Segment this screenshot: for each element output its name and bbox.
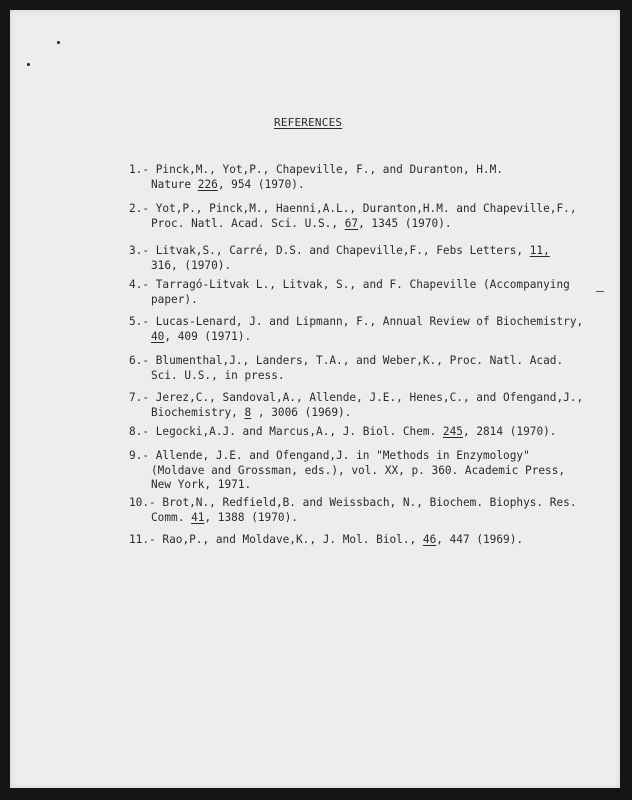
reference-number: 7.- [129,391,156,404]
speck-mark [27,63,30,66]
reference-first-line [129,278,570,293]
reference-number: 10.- [129,496,163,509]
document-page [10,10,620,788]
reference-text: New York, 1971. [151,478,252,491]
reference-text: paper). [151,292,198,306]
reference-text: , 409 (1971). [164,329,252,343]
volume-number: 46 [422,533,437,546]
reference-text: Blumenthal,J., Landers, T.A., and Weber,K., Proc. Natl. Acad. [155,354,564,367]
volume-number: 67 [344,216,359,230]
reference-number: 2.- [129,202,156,215]
reference-entry [129,533,523,548]
reference-number: 9.- [129,449,156,462]
reference-first-line [129,449,565,464]
reference-entry [129,425,556,440]
reference-text: Legocki,A.J. and Marcus,A., J. Biol. Chem. [155,425,443,438]
volume-number: 40 [151,329,165,343]
reference-text: , 447 (1969). [436,533,524,546]
reference-continuation-line [129,330,583,345]
reference-text: Nature [151,177,198,191]
reference-number: 8.- [129,425,156,438]
reference-continuation-line [129,511,577,526]
reference-continuation-line [129,293,570,308]
reference-text: , 2814 (1970). [462,425,557,438]
reference-text: Lucas-Lenard, J. and Lipmann, F., Annual Review of Biochemistry, [155,315,584,328]
reference-text: Biochemistry, [151,405,245,419]
reference-continuation-line [129,369,563,384]
reference-first-line [129,533,523,548]
reference-text: Litvak,S., Carré, D.S. and Chapeville,F., Febs Letters, [155,244,530,257]
reference-text: Tarragó-Litvak L., Litvak, S., and F. Chapeville (Accompanying [155,278,570,291]
reference-entry [129,244,550,273]
reference-first-line [129,391,583,406]
volume-number: 226 [197,177,218,191]
reference-first-line [129,425,556,440]
reference-text: Pinck,M., Yot,P., Chapeville, F., and Duranton, H.M. [155,163,504,176]
reference-text: , 3006 (1969). [251,405,352,419]
volume-number: 41 [191,510,205,524]
reference-text: Allende, J.E. and Ofengand,J. in "Methods in Enzymology" [155,449,530,462]
reference-continuation-line [129,217,577,232]
reference-text: , 1345 (1970). [358,216,452,230]
reference-first-line [129,354,563,369]
reference-text: Jerez,C., Sandoval,A., Allende, J.E., Henes,C., and Ofengand,J., [155,391,584,404]
margin-dash [596,291,604,292]
reference-first-line [129,244,550,259]
reference-number: 3.- [129,244,156,257]
reference-text: Sci. U.S., in press. [151,368,285,382]
reference-text: , 954 (1970). [217,177,305,191]
reference-entry [129,391,583,420]
references-heading: REFERENCES [274,116,343,129]
reference-entry [129,449,565,493]
reference-number: 1.- [129,163,156,176]
reference-text: , 1388 (1970). [204,510,298,524]
reference-first-line [129,315,583,330]
reference-continuation-line [129,406,583,421]
reference-text: (Moldave and Grossman, eds.), vol. XX, p. 360. Academic Press, [151,463,566,477]
reference-text: 316, (1970). [151,258,232,272]
reference-text: Yot,P., Pinck,M., Haenni,A.L., Duranton,H.M. and Chapeville,F., [155,202,577,215]
reference-continuation-line [129,478,565,493]
reference-text: Rao,P., and Moldave,K., J. Mol. Biol., [162,533,423,546]
reference-number: 5.- [129,315,156,328]
reference-entry [129,354,563,383]
reference-number: 11.- [129,533,163,546]
speck-mark [57,41,60,44]
volume-number: 8 [244,405,252,419]
reference-entry [129,202,577,231]
reference-text: Brot,N., Redfield,B. and Weissbach, N., Biochem. Biophys. Res. [162,496,577,509]
reference-entry [129,496,577,525]
reference-continuation-line [129,178,503,193]
volume-number: 11, [529,244,550,257]
reference-number: 6.- [129,354,156,367]
volume-number: 245 [442,425,463,438]
reference-continuation-line [129,259,550,274]
reference-number: 4.- [129,278,156,291]
reference-entry [129,163,503,192]
reference-entry [129,278,570,307]
reference-entry [129,315,583,344]
reference-first-line [129,496,577,511]
reference-first-line [129,202,577,217]
reference-first-line [129,163,503,178]
reference-continuation-line [129,464,565,479]
reference-text: Proc. Natl. Acad. Sci. U.S., [151,216,345,230]
reference-text: Comm. [151,510,192,524]
